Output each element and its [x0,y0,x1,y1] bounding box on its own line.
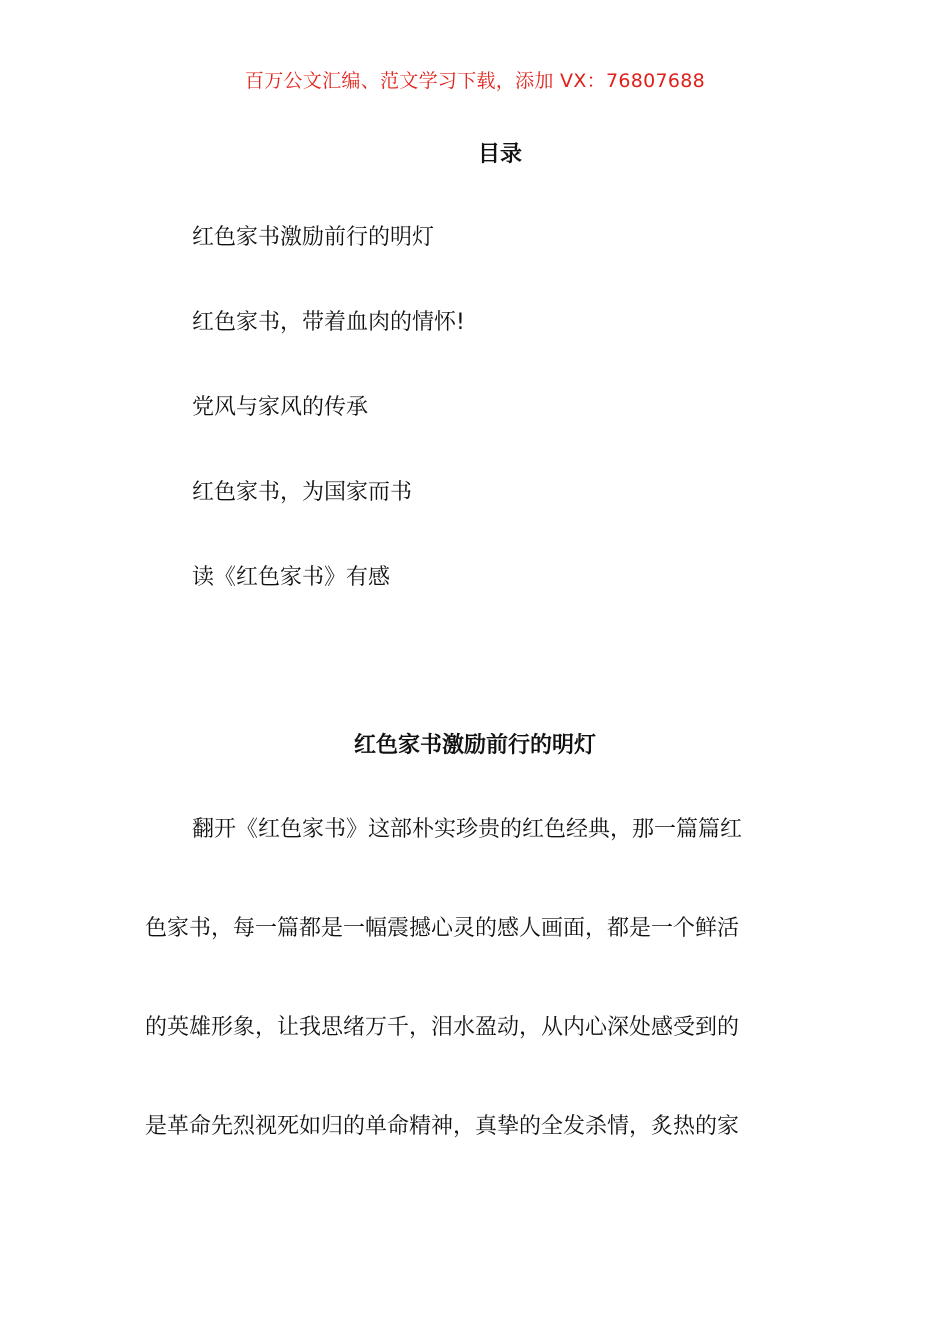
header-watermark-note: 百万公文汇编、范文学习下载，添加 VX：76807688 [244,70,706,92]
paragraph-line: 的英雄形象，让我思绪万千，泪水盈动，从内心深处感受到的 [145,1015,740,1040]
toc-item[interactable]: 党风与家风的传承 [192,395,369,420]
toc-title: 目录 [477,142,522,167]
toc-item[interactable]: 红色家书激励前行的明灯 [192,225,435,250]
toc-item[interactable]: 红色家书，带着血肉的情怀! [192,310,465,335]
paragraph-line: 是革命先烈视死如归的单命精神，真挚的全发杀情，炙热的家 [145,1114,740,1139]
paragraph-line: 色家书，每一篇都是一幅震撼心灵的感人画面，都是一个鲜活 [145,916,740,941]
toc-list [192,220,465,645]
toc-item[interactable]: 读《红色家书》有感 [192,565,391,590]
paragraph-line: 翻开《红色家书》这部朴实珍贵的红色经典，那一篇篇红 [192,817,743,842]
section-title: 红色家书激励前行的明灯 [353,733,596,758]
body-paragraph [145,812,795,1208]
toc-item[interactable]: 红色家书，为国家而书 [192,480,413,505]
